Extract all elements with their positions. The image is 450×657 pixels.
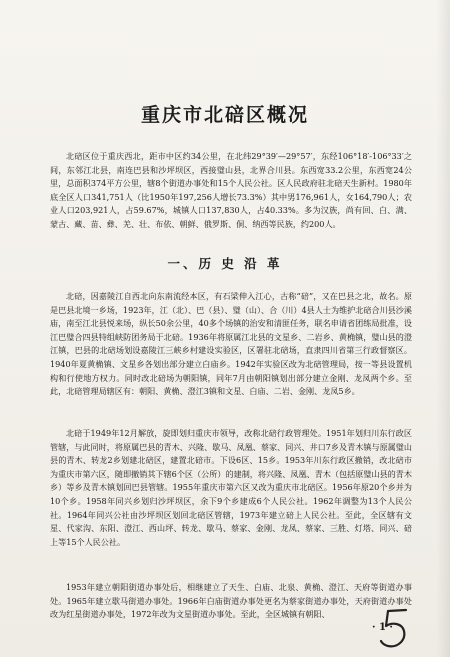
history-paragraph-2: 北碚于1949年12月解放，旋即划归重庆市领导，改称北碚行政管理处。1951年划归川东行政区管辖，与此同时，将原属巴县的青木、兴隆、歇马、凤凰、蔡家、同兴、井口7乡及青木镇与原属璧山县的青木、转龙2乡划建北碚区，建置北碚市。下设6区、15乡。1953年川东行政区撤销，改北碚市为重庆市第六区，随即撤销其下辖6个区（公所）的建制，将兴隆、凤凰、青木（包括原璧山县的青木乡）等乡及青木镇划回巴县管辖。1955年重庆市第六区又改为重庆市北碚区。1956年原20个乡并为10个乡。1958年同兴乡划归沙坪坝区，余下9个乡建成6个人民公社。1962年调整为13个人民公社。1964年同兴公社由沙坪坝区划回北碚区管辖，1973年建立碚上人民公社。至此，全区辖有文星、代家沟、东阳、澄江、西山坪、转龙、歇马、蔡家、金刚、龙凤、蔡家、三胜、灯塔、同兴、碚上等15个人民公社。 [50,428,412,547]
document-title: 重庆市北碚区概况 [140,104,309,126]
intro-paragraph: 北碚区位于重庆西北，距市中区约34公里，在北纬29°39′—29°57′，东经106°18′-106°33′之间，东邻江北县，南连巴县和沙坪坝区，西接璧山县，北界合川县。东西宽33.2公里，东西宽24公里，总面积374平方公里，辖8个街道办事处和15个人民公社。区人民政府驻北碚天生新村。1980年底全区人口341,751人（比1950年197,256人增长73.3%）其中男176,961人，女164,790人；农业人口203,921人，占59.67%，城镇人口137,830人，占40.33%。多为汉族，尚有回、白、满、蒙古、藏、苗、彝、羌、壮、布依、朝鲜、俄罗斯、侗、纳西等民族，约200人。 [50,151,412,229]
handwritten-mark [378,606,414,652]
section-heading-history: 一、历 史 沿 革 [167,256,283,271]
page-number: · 1 · [372,622,393,633]
page-edge-shadow [436,0,450,657]
history-paragraph-1: 北碚，因嘉陵江自西北向东南流经本区，有石梁伸入江心，古称“碚”，又在巴县之北，故名。原是巴县北境一乡场，1923年，江（北）、巴（县）、璧（山）、合（川）4县人士为维护北碚合川县沙溪庙，南至江北县悦来场，纵长50余公里，40多个场镇的治安和清匪任务，联名申请省团练局批准，设江巴璧合四县特组峡防团务局于北碚。1936年将原属江北县的文星乡、二岩乡、黄桷镇，璧山县的澄江镇，巴县的北碚场划设嘉陵江三峡乡村建设实验区，区署驻北碚场，直隶四川省第三行政督察区。1940年夏黄桷镇、文星乡各划出部分建立白庙乡。1942年实验区改为北碚管理局，按一等县设置机构和行使地方权力。同时改北碚场为朝阳镇，同年7月由朝阳镇划出部分建立金刚、龙凤两个乡。至此，北碚管理局辖区有：朝阳、黄桷、澄江3镇和文星、白庙、二岩、金刚、龙凤5乡。 [50,291,412,397]
history-paragraph-3: 1953年建立朝阳街道办事处后，相继建立了天生、白庙、北泉、黄桷、澄江、天府等街道办事处。1965年建立歇马街道办事处。1966年白庙街道办事处更名为蔡家街道办事处，天府街道办事处改为红星街道办事处，1972年改为文星街道办事处。至此，全区城镇有朝阳、 [50,582,412,620]
